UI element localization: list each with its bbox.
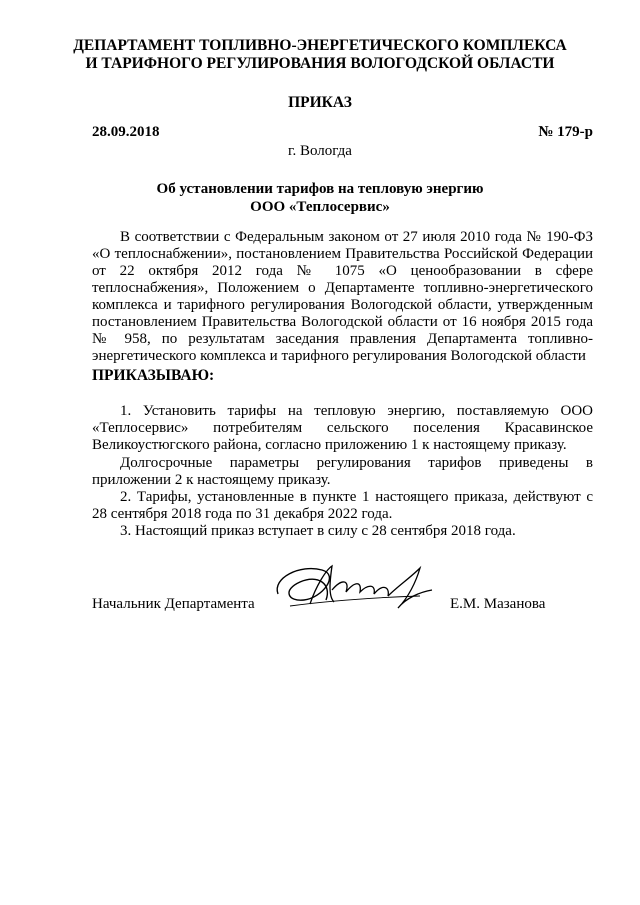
order-item: 3. Настоящий приказ вступает в силу с 28 сентября 2018 года.	[120, 523, 516, 540]
document-city: г. Вологда	[288, 143, 352, 159]
order-items	[92, 403, 593, 541]
document-type: ПРИКАЗ	[288, 94, 352, 111]
order-item: 1. Установить тарифы на тепловую энергию, поставляемую ООО «Теплосервис» потребителям сельского поселения Красавинское Великоустюгского района, согласно приложению 1 к настоящему приказу.	[92, 403, 593, 454]
document-subject	[100, 180, 540, 216]
header-line-2: И ТАРИФНОГО РЕГУЛИРОВАНИЯ ВОЛОГОДСКОЙ ОБЛАСТИ	[85, 55, 555, 72]
order-word: ПРИКАЗЫВАЮ:	[92, 367, 215, 384]
document-date: 28.09.2018	[92, 124, 160, 140]
signer-name: Е.М. Мазанова	[450, 596, 546, 612]
subject-line-2: ООО «Теплосервис»	[250, 199, 390, 215]
department-header	[60, 37, 580, 73]
order-item: Долгосрочные параметры регулирования тарифов приведены в приложении 2 к настоящему приказу.	[92, 454, 593, 488]
handwritten-signature	[270, 556, 440, 616]
document-number: № 179-р	[538, 124, 593, 140]
preamble-paragraph: В соответствии с Федеральным законом от 27 июля 2010 года № 190-ФЗ «О теплоснабжении», постановлением Правительства Российской Федерации от 22 октября 2012 года № 1075 «О ценообразовании в сфере теплоснабжения», Положением о Департаменте топливно-энергетического комплекса и тарифного регулирования Вологодской области, утвержденным постановлением Правительства Вологодской области от 16 ноября 2015 года № 958, по результатам заседания правления Департамента топливно-энергетического комплекса и тарифного регулирования Вологодской области	[92, 229, 593, 364]
order-item: 2. Тарифы, установленные в пункте 1 настоящего приказа, действуют с 28 сентября 2018 года по 31 декабря 2022 года.	[92, 489, 593, 523]
signer-position: Начальник Департамента	[92, 596, 255, 612]
header-line-1: ДЕПАРТАМЕНТ ТОПЛИВНО-ЭНЕРГЕТИЧЕСКОГО КОМПЛЕКСА	[73, 37, 567, 54]
subject-line-1: Об установлении тарифов на тепловую энергию	[156, 181, 484, 197]
